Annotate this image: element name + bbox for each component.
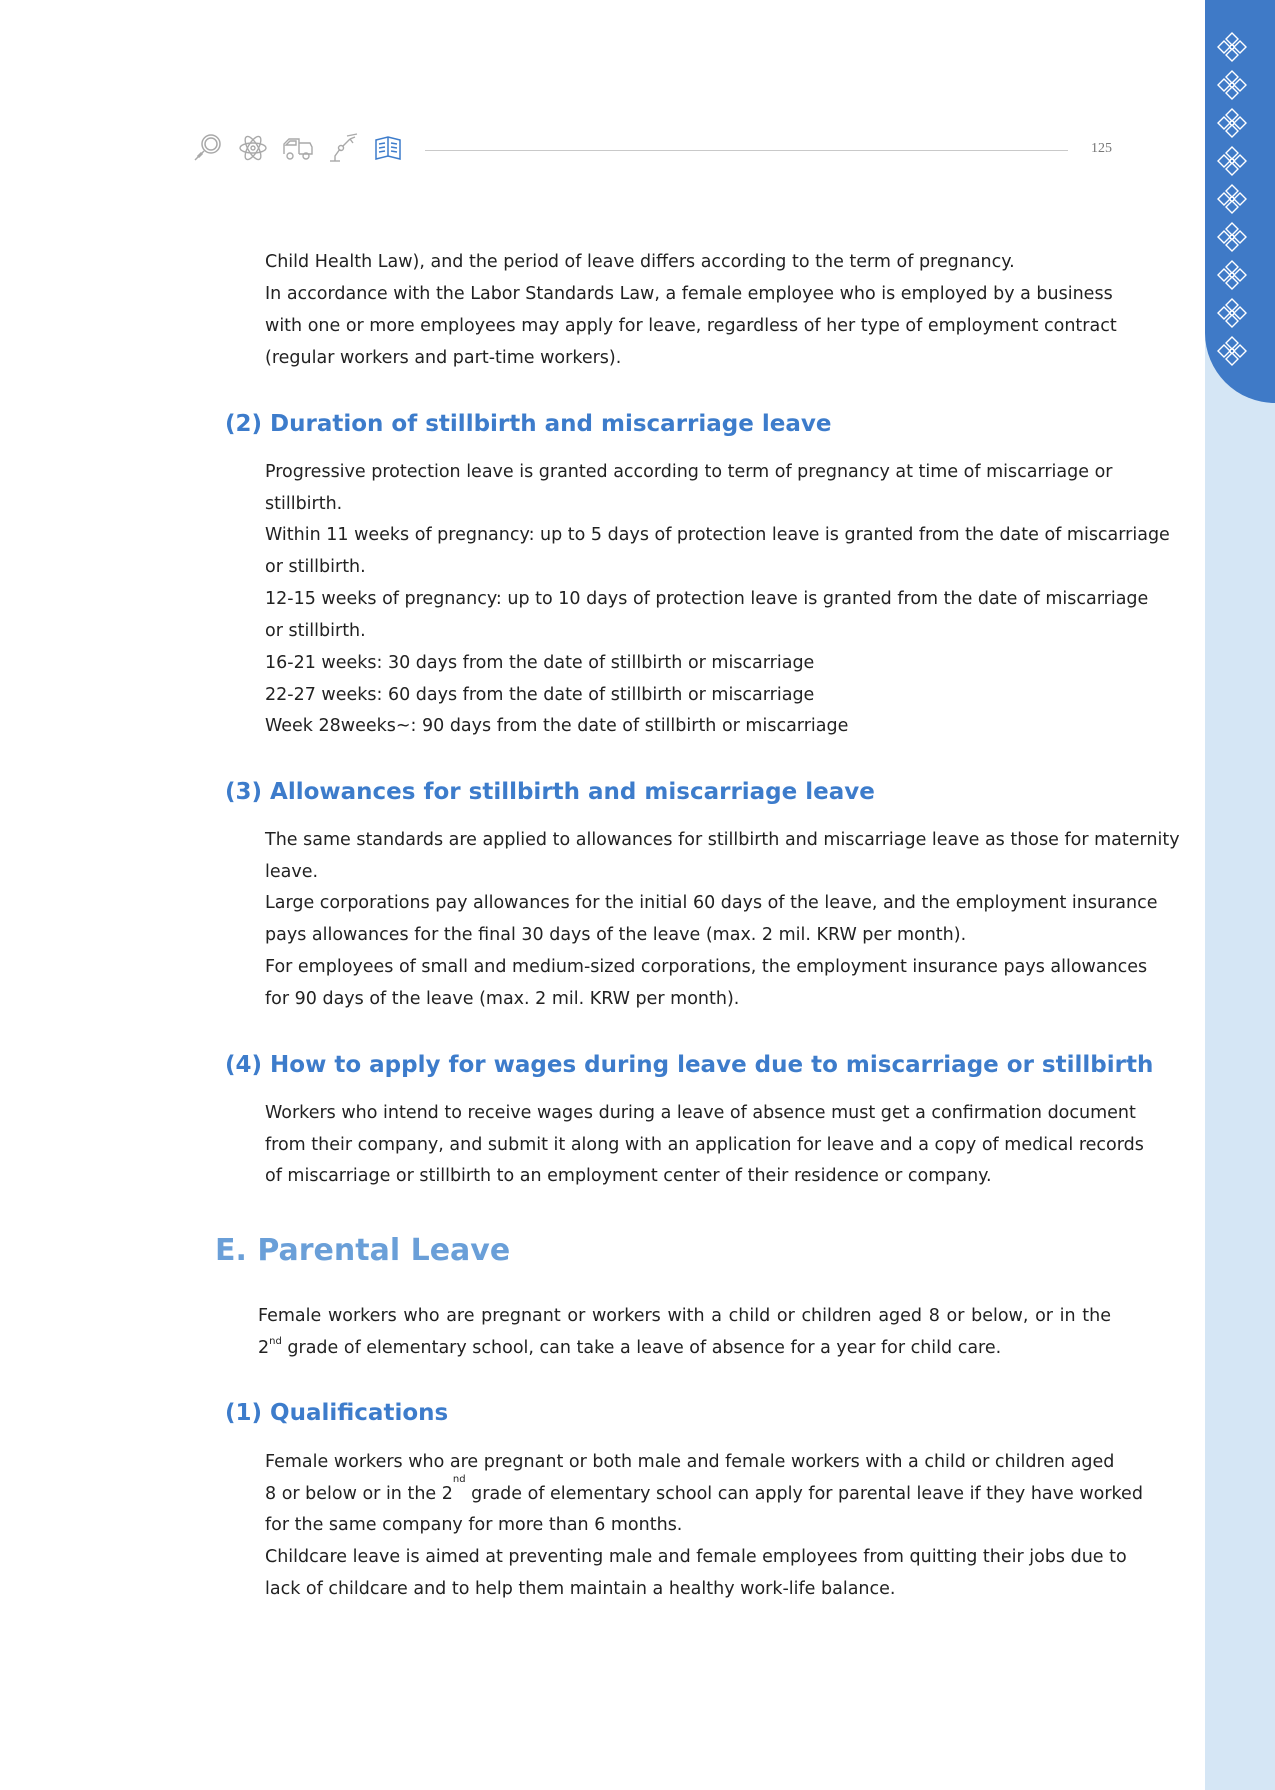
section-heading-how-to-apply: (4) How to apply for wages during leave due to miscarriage or stillbirth — [225, 1052, 1154, 1078]
allowances-line-6: for 90 days of the leave (max. 2 mil. KRW per month). — [265, 989, 740, 1009]
ornament-icon — [1216, 259, 1248, 291]
ornament-icon — [1216, 31, 1248, 63]
ornament-icon — [1216, 69, 1248, 101]
how-to-apply-line-3: of miscarriage or stillbirth to an employment center of their residence or company. — [265, 1166, 992, 1186]
allowances-line-1: The same standards are applied to allowances for stillbirth and miscarriage leave as those for maternity — [265, 830, 1180, 850]
page-number: 125 — [1091, 141, 1112, 156]
ornament-icon — [1216, 221, 1248, 253]
parental-leave-grade-number: 2 — [258, 1338, 270, 1358]
duration-line-5: 12-15 weeks of pregnancy: up to 10 days of protection leave is granted from the date of miscarriage — [265, 589, 1149, 609]
duration-line-4: or stillbirth. — [265, 557, 366, 577]
section-heading-qualifications: (1) Qualifications — [225, 1400, 449, 1426]
allowances-line-2: leave. — [265, 862, 319, 882]
allowances-line-5: For employees of small and medium-sized corporations, the employment insurance pays allowances — [265, 957, 1148, 977]
intro-line-4: (regular workers and part-time workers). — [265, 348, 622, 368]
duration-line-6: or stillbirth. — [265, 621, 366, 641]
how-to-apply-line-2: from their company, and submit it along with an application for leave and a copy of medical records — [265, 1135, 1144, 1155]
intro-line-2: In accordance with the Labor Standards Law, a female employee who is employed by a business — [265, 284, 1113, 304]
allowances-line-3: Large corporations pay allowances for the initial 60 days of the leave, and the employment insurance — [265, 893, 1158, 913]
qualifications-line-2 — [265, 1474, 1143, 1506]
header-rule — [425, 150, 1068, 151]
search-icon — [192, 132, 224, 164]
section-heading-allowances: (3) Allowances for stillbirth and miscarriage leave — [225, 779, 875, 805]
ornament-icon — [1216, 335, 1248, 367]
qualifications-line-2-text: grade of elementary school can apply for parental leave if they have worked — [465, 1484, 1143, 1504]
duration-line-7: 16-21 weeks: 30 days from the date of stillbirth or miscarriage — [265, 653, 815, 673]
book-icon — [372, 132, 404, 164]
section-heading-duration: (2) Duration of stillbirth and miscarriage leave — [225, 411, 832, 437]
ornament-icon — [1216, 145, 1248, 177]
ornament-icon — [1216, 297, 1248, 329]
duration-line-2: stillbirth. — [265, 494, 343, 514]
qualifications-line-5: lack of childcare and to help them maintain a healthy work-life balance. — [265, 1579, 896, 1599]
parental-leave-line-1: Female workers who are pregnant or workers with a child or children aged 8 or below, or in the — [258, 1306, 1111, 1326]
duration-line-8: 22-27 weeks: 60 days from the date of stillbirth or miscarriage — [265, 685, 815, 705]
duration-line-3: Within 11 weeks of pregnancy: up to 5 days of protection leave is granted from the date of miscarriage — [265, 525, 1170, 545]
how-to-apply-line-1: Workers who intend to receive wages during a leave of absence must get a confirmation document — [265, 1103, 1136, 1123]
ordinal-suffix: nd — [452, 1474, 466, 1485]
qualifications-line-4: Childcare leave is aimed at preventing male and female employees from quitting their jobs due to — [265, 1547, 1127, 1567]
qualifications-line-3: for the same company for more than 6 months. — [265, 1515, 683, 1535]
robot-arm-icon — [327, 132, 359, 164]
duration-line-1: Progressive protection leave is granted according to term of pregnancy at time of miscarriage or — [265, 462, 1113, 482]
ornament-icon — [1216, 183, 1248, 215]
ordinal-suffix: nd — [269, 1336, 282, 1348]
parental-leave-line-2 — [258, 1336, 1111, 1360]
allowances-line-4: pays allowances for the final 30 days of the leave (max. 2 mil. KRW per month). — [265, 925, 967, 945]
parental-leave-line-2-text: grade of elementary school, can take a leave of absence for a year for child care. — [281, 1338, 1002, 1358]
atom-icon — [237, 132, 269, 164]
qualifications-line-1: Female workers who are pregnant or both male and female workers with a child or children aged — [265, 1452, 1115, 1472]
intro-line-3: with one or more employees may apply for leave, regardless of her type of employment contract — [265, 316, 1117, 336]
ornament-icon — [1216, 107, 1248, 139]
qualifications-line-2-start: 8 or below or in the 2 — [265, 1484, 453, 1504]
duration-line-9: Week 28weeks~: 90 days from the date of stillbirth or miscarriage — [265, 716, 849, 736]
intro-line-1: Child Health Law), and the period of leave differs according to the term of pregnancy. — [265, 252, 1015, 272]
truck-icon — [282, 132, 314, 164]
section-heading-parental-leave: E. Parental Leave — [215, 1233, 511, 1268]
